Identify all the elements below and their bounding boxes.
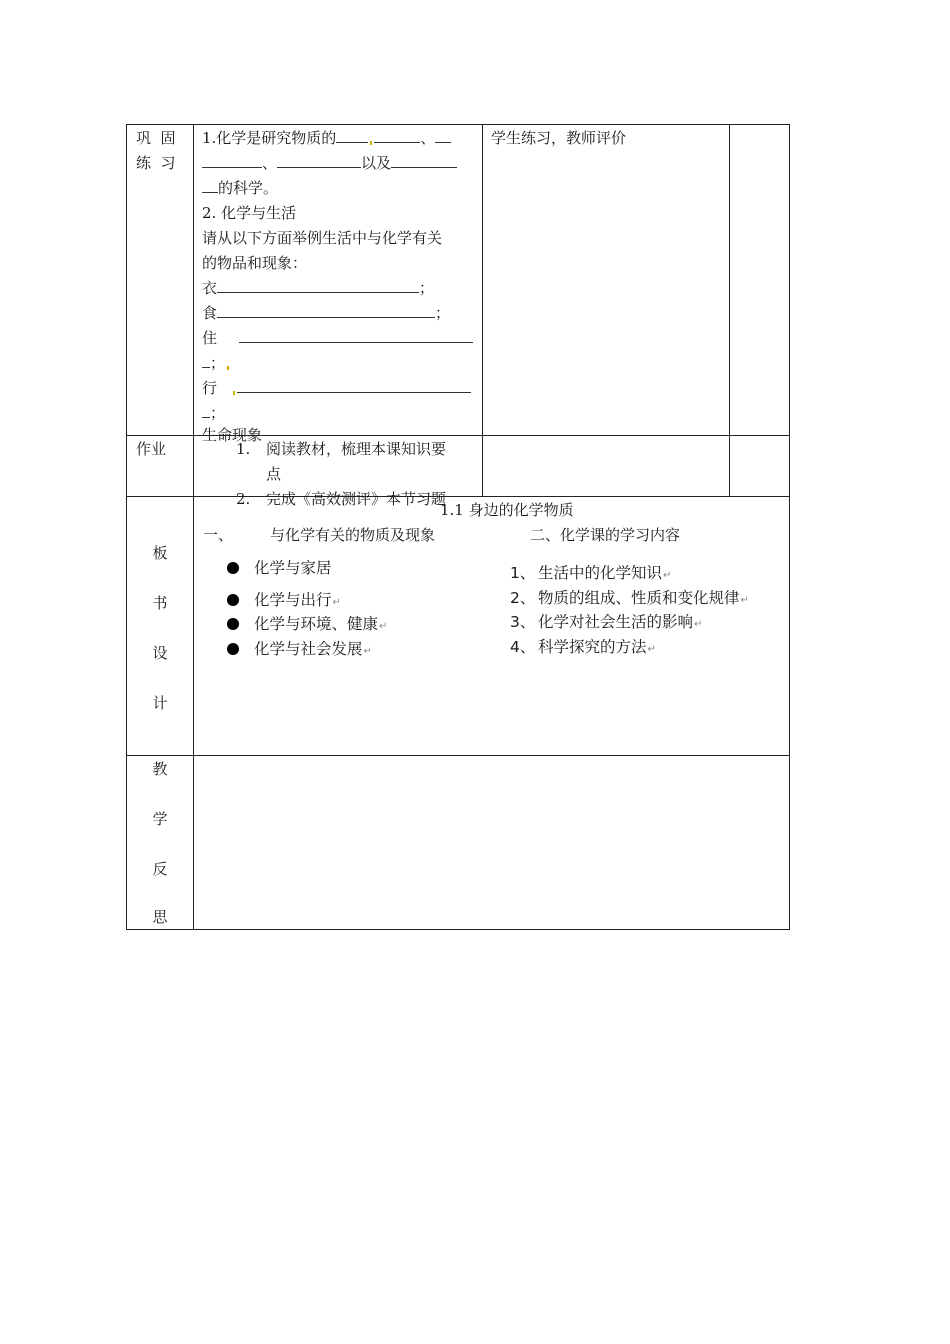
reflection-header-char-2: 学 xyxy=(152,810,168,828)
blank-1b[interactable] xyxy=(374,126,420,143)
blank-2b[interactable] xyxy=(202,151,262,168)
paragraph-mark-icon: ↵ xyxy=(694,619,703,630)
paragraph-mark-icon: ↵ xyxy=(663,570,672,581)
item-travel: 行 xyxy=(202,376,471,401)
question-1-line1 xyxy=(202,126,451,151)
blank-4b[interactable] xyxy=(202,176,218,193)
table-border-bottom xyxy=(126,929,790,930)
board-list2-item-1: 生活中的化学知识↵ xyxy=(538,564,672,582)
paragraph-mark-icon: ↵ xyxy=(647,644,656,655)
bullet-icon xyxy=(227,562,239,574)
question-2-title: 2. 化学与生活 xyxy=(202,204,297,222)
board-list2-num-4: 4、 xyxy=(510,638,536,656)
blank-1[interactable] xyxy=(336,126,368,143)
paragraph-mark-icon: ↵ xyxy=(740,595,749,606)
item-travel-end: ； xyxy=(202,401,225,426)
blank-4a[interactable] xyxy=(391,151,457,168)
separator-2: 、 xyxy=(262,154,278,172)
board-title: 1.1 身边的化学物质 xyxy=(440,501,574,519)
question-1-prefix: 1.化学是研究物质的 xyxy=(202,129,337,147)
question-2-desc2: 的物品和现象： xyxy=(202,254,308,272)
question-1-line2 xyxy=(202,151,457,176)
bullet-icon xyxy=(227,594,239,606)
board-header-char-4: 计 xyxy=(152,694,168,712)
practice-content-cell xyxy=(194,125,482,444)
practice-activity: 学生练习，教师评价 xyxy=(491,129,627,147)
item-clothing: 衣 ； xyxy=(202,276,434,301)
blank-3[interactable] xyxy=(277,151,361,168)
separator-1: 、 xyxy=(420,129,436,147)
board-section-2-title: 二、化学课的学习内容 xyxy=(530,526,681,544)
homework-item-1-line1: 阅读教材，梳理本课知识要 xyxy=(266,440,447,458)
homework-item-2-num: 2. xyxy=(236,490,251,508)
reflection-header-char-1: 教 xyxy=(152,760,168,778)
question-2-desc1: 请从以下方面举例生活中与化学有关 xyxy=(202,229,443,247)
board-list2-item-2: 物质的组成、性质和变化规律↵ xyxy=(538,589,749,607)
board-list2-num-1: 1、 xyxy=(510,564,536,582)
board-section-1-title: 与化学有关的物质及现象 xyxy=(270,526,436,544)
question-1-suffix: 的科学。 xyxy=(218,179,279,197)
item-life-phenomena: 生命现象 xyxy=(202,426,263,444)
homework-item-1-line2: 点 xyxy=(266,465,282,483)
board-list1-item-1: 化学与家居 xyxy=(254,559,332,577)
edit-mark xyxy=(370,141,372,145)
clothing-blank[interactable] xyxy=(217,276,419,293)
board-list2-item-4: 科学探究的方法↵ xyxy=(538,638,656,656)
separator-3: 以及 xyxy=(361,154,392,172)
board-section-1-num: 一、 xyxy=(203,526,234,544)
homework-item-1-num: 1. xyxy=(236,440,251,458)
table-border-right xyxy=(789,124,790,930)
travel-blank[interactable] xyxy=(237,376,471,393)
board-header-char-2: 书 xyxy=(152,594,168,612)
homework-item-2-text: 完成《高效测评》本节习题 xyxy=(266,490,447,508)
practice-header-line1: 巩 固 xyxy=(136,129,176,147)
food-blank[interactable] xyxy=(217,301,435,318)
item-housing-end: ； xyxy=(202,351,231,376)
paragraph-mark-icon: ↵ xyxy=(332,597,341,608)
reflection-header-char-3: 反 xyxy=(152,860,168,878)
homework-header: 作业 xyxy=(136,440,167,458)
board-list1-item-2: 化学与出行↵ xyxy=(254,591,341,609)
board-list2-item-3: 化学对社会生活的影响↵ xyxy=(538,613,703,631)
table-col-divider-3 xyxy=(729,124,730,497)
board-header-char-3: 设 xyxy=(152,644,168,662)
board-list1-item-4: 化学与社会发展↵ xyxy=(254,640,372,658)
item-food: 食 ； xyxy=(202,301,450,326)
question-1-line3 xyxy=(202,176,278,201)
board-header-char-1: 板 xyxy=(152,544,168,562)
board-list2-num-2: 2、 xyxy=(510,589,536,607)
board-list1-item-3: 化学与环境、健康↵ xyxy=(254,615,388,633)
bullet-icon xyxy=(227,618,239,630)
reflection-header-char-4: 思 xyxy=(152,908,168,926)
bullet-icon xyxy=(227,643,239,655)
board-list2-num-3: 3、 xyxy=(510,613,536,631)
blank-2a[interactable] xyxy=(435,126,451,143)
paragraph-mark-icon: ↵ xyxy=(379,621,388,632)
paragraph-mark-icon: ↵ xyxy=(363,646,372,657)
homework-content-cell xyxy=(194,436,482,508)
table-border-row3 xyxy=(126,496,790,497)
reflection-content-cell[interactable] xyxy=(194,756,789,929)
item-housing: 住 xyxy=(202,326,473,351)
housing-blank[interactable] xyxy=(239,326,473,343)
practice-header-line2: 练 习 xyxy=(136,154,176,172)
table-col-divider-2 xyxy=(482,124,483,497)
